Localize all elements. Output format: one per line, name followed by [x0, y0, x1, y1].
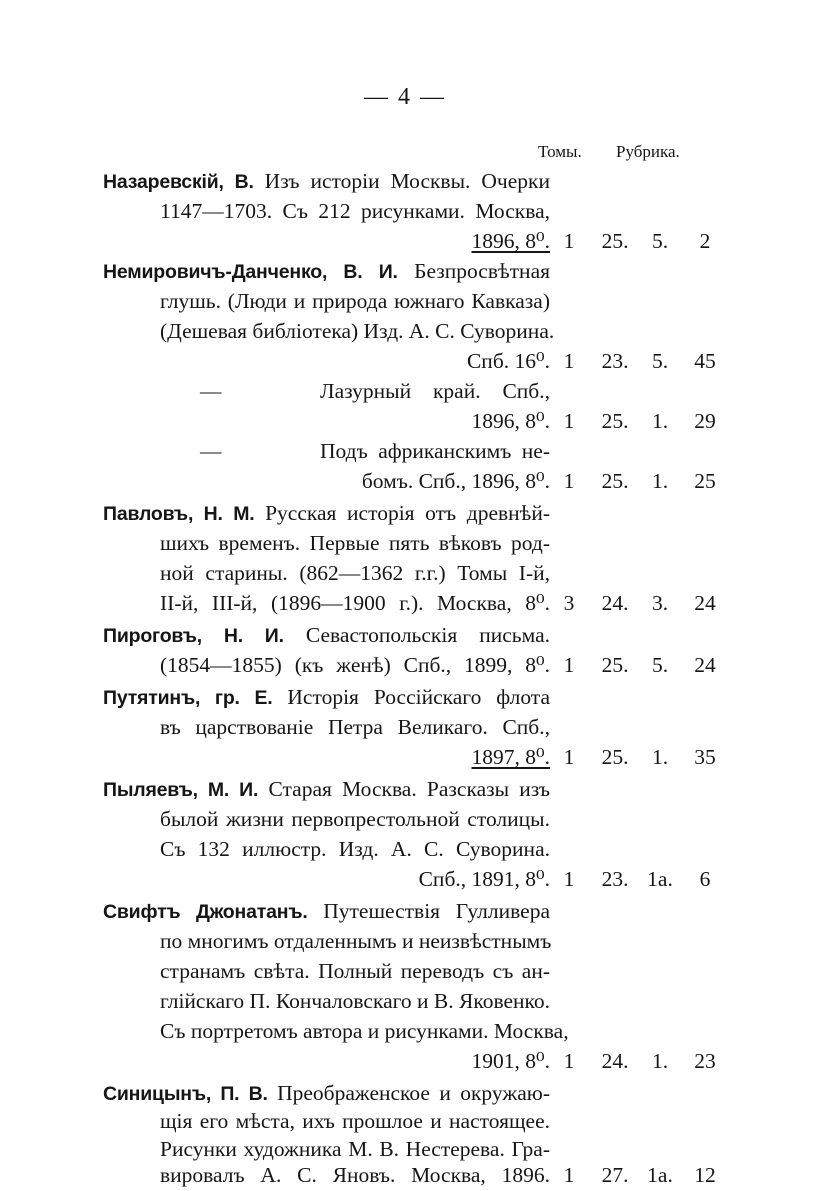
entry-text: былой жизни первопрестольной столицы.: [160, 807, 550, 831]
entry-text: Русская исторія отъ древнѣй-: [265, 501, 551, 525]
entry-text: Путешествія Гулливера: [323, 899, 550, 923]
rubric-item: 24: [694, 653, 716, 677]
entry-author: Путятинъ, гр. Е.: [103, 687, 273, 709]
entry-text: Лазурный край. Спб.,: [320, 379, 550, 403]
volumes-count: 1: [563, 1163, 575, 1187]
entry-text: Безпросвѣтная: [414, 259, 550, 283]
rubric-sub: 1а.: [647, 867, 673, 891]
rubric-item: 45: [694, 349, 716, 373]
page-number: — 4 —: [364, 84, 446, 110]
rubric-item: 25: [694, 469, 716, 493]
entry-author: Назаревскій, В.: [103, 171, 254, 193]
volumes-count: 3: [563, 591, 575, 615]
rubric-item: 12: [694, 1163, 716, 1187]
rubric-main: 23.: [601, 349, 629, 373]
entry-text: въ царствованіе Петра Великаго. Спб.,: [160, 715, 550, 739]
rubric-item: 2: [699, 229, 711, 253]
volumes-count: 1: [563, 409, 575, 433]
entry-text: (Дешевая библіотека) Изд. А. С. Суворина.: [160, 319, 555, 343]
entry-text: странамъ свѣта. Полный переводъ съ ан-: [160, 959, 550, 983]
rubric-main: 25.: [601, 229, 629, 253]
entry-text: (1854—1855) (къ женѣ) Спб., 1899, 8⁰.: [160, 653, 550, 677]
entry-text: Севастопольскія письма.: [305, 623, 550, 647]
rubric-main: 27.: [601, 1163, 629, 1187]
entry-text: по многимъ отдаленнымъ и неизвѣстнымъ: [160, 929, 552, 953]
entry-text: Старая Москва. Разсказы изъ: [268, 777, 551, 801]
rubric-main: 24.: [601, 591, 629, 615]
rubric-sub: 3.: [651, 591, 669, 615]
rubric-item: 35: [694, 745, 716, 769]
entry-text: 1896, 8⁰.: [471, 409, 550, 433]
entry-author: Павловъ, Н. М.: [103, 503, 255, 525]
entry-text: 1147—1703. Съ 212 рисунками. Москва,: [160, 199, 550, 223]
entry-text: 1901, 8⁰.: [471, 1049, 550, 1073]
entry-text: Спб. 16⁰.: [466, 349, 550, 373]
volumes-count: 1: [563, 469, 575, 493]
entry-text: вировалъ А. С. Яновъ. Москва, 1896.: [160, 1163, 550, 1187]
column-header-rubric: Рубрика.: [616, 142, 680, 161]
entry-author: Пыляевъ, М. И.: [103, 779, 259, 801]
rubric-item: 29: [694, 409, 716, 433]
column-header-volumes: Томы.: [538, 142, 582, 161]
rubric-main: 25.: [601, 653, 629, 677]
ditto-dash: —: [200, 379, 222, 403]
entry-author: Свифтъ Джонатанъ.: [103, 901, 308, 923]
ditto-dash: —: [200, 439, 222, 463]
rubric-main: 24.: [601, 1049, 629, 1073]
entry-text: Рисунки художника М. В. Нестерева. Гра-: [160, 1137, 550, 1161]
volumes-count: 1: [563, 867, 575, 891]
entry-text: Подъ африканскимъ не-: [320, 439, 550, 463]
entry-author: Синицынъ, П. В.: [103, 1083, 268, 1105]
volumes-count: 1: [563, 349, 575, 373]
volumes-count: 1: [563, 229, 575, 253]
entry-text: шихъ временъ. Первые пять вѣковъ род-: [160, 531, 550, 555]
entry-text: 1896, 8⁰.: [471, 229, 550, 253]
entry-text: ной старины. (862—1362 г.г.) Томы I-й,: [160, 561, 550, 585]
entry-text: Преображенское и окружаю-: [277, 1081, 550, 1105]
entry-text: Исторія Россійскаго флота: [287, 685, 550, 709]
rubric-item: 23: [694, 1049, 716, 1073]
entry-text: глійскаго П. Кончаловскаго и В. Яковенко.: [160, 989, 550, 1013]
entry-text: щія его мѣста, ихъ прошлое и настоящее.: [160, 1109, 550, 1133]
entry-text: Съ портретомъ автора и рисунками. Москва,: [160, 1019, 569, 1043]
entry-text: Съ 132 иллюстр. Изд. А. С. Суворина.: [160, 837, 550, 861]
entry-text: II-й, III-й, (1896—1900 г.). Москва, 8⁰.: [160, 591, 550, 615]
rubric-sub: 1.: [651, 409, 669, 433]
rubric-sub: 1.: [651, 1049, 669, 1073]
rubric-sub: 5.: [651, 349, 669, 373]
rubric-sub: 5.: [651, 229, 669, 253]
volumes-count: 1: [563, 653, 575, 677]
entry-text: бомъ. Спб., 1896, 8⁰.: [361, 469, 550, 493]
rubric-sub: 1а.: [647, 1163, 673, 1187]
entry-text: глушь. (Люди и природа южнаго Кавказа): [160, 289, 550, 313]
rubric-main: 25.: [601, 409, 629, 433]
rubric-main: 25.: [601, 469, 629, 493]
volumes-count: 1: [563, 745, 575, 769]
rubric-sub: 1.: [651, 745, 669, 769]
entry-author: Немировичъ-Данченко, В. И.: [103, 261, 398, 283]
rubric-sub: 5.: [651, 653, 669, 677]
entry-text: 1897, 8⁰.: [471, 745, 550, 769]
rubric-item: 24: [694, 591, 716, 615]
entry-author: Пироговъ, Н. И.: [103, 625, 284, 647]
volumes-count: 1: [563, 1049, 575, 1073]
rubric-main: 23.: [601, 867, 629, 891]
rubric-sub: 1.: [651, 469, 669, 493]
entry-text: Спб., 1891, 8⁰.: [418, 867, 550, 891]
rubric-main: 25.: [601, 745, 629, 769]
rubric-item: 6: [699, 867, 711, 891]
entry-text: Изъ исторіи Москвы. Очерки: [264, 169, 550, 193]
